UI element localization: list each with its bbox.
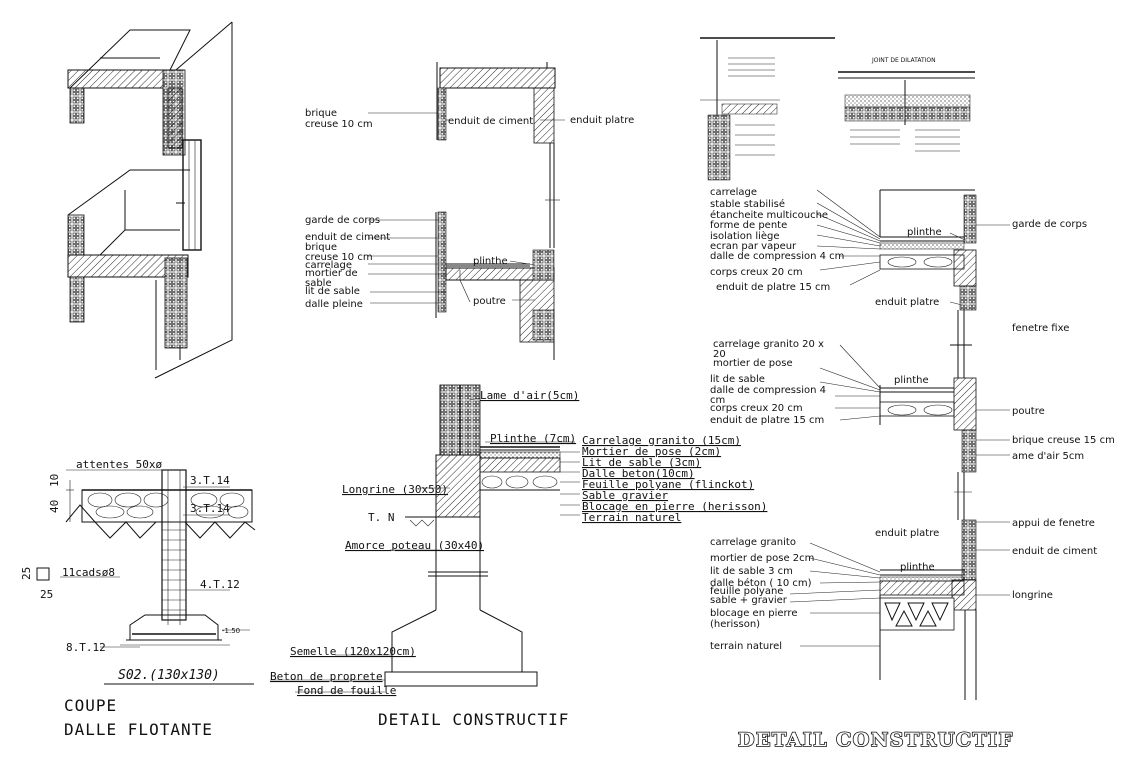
label-8t12: 8.T.12: [66, 641, 106, 654]
label-r-fenetre-fixe: fenetre fixe: [1012, 323, 1070, 334]
label-lit-sable-center: Lit de sable (3cm): [582, 456, 702, 469]
label-r-low-blocage: blocage en pierre (herisson): [710, 608, 798, 630]
label-poutre: poutre: [473, 296, 506, 307]
label-dim-25-b: 25: [40, 588, 54, 601]
label-r-isolation: isolation liège: [710, 231, 780, 242]
label-r-low-carrelage: carrelage granito: [710, 537, 796, 548]
label-r-low-terrain: terrain naturel: [710, 641, 783, 652]
label-dim-10: 10: [48, 473, 61, 487]
detail-right-section: [880, 190, 976, 700]
label-r-low-sable: sable + gravier: [710, 595, 787, 606]
label-carrelage: carrelage: [305, 260, 353, 271]
label-r-carrelage: carrelage: [710, 187, 758, 198]
label-r-enduit-platre-2: enduit de platre 15 cm: [710, 415, 825, 426]
title-detail-right: DETAIL CONSTRUCTIF: [738, 729, 1014, 751]
label-plinthe: plinthe: [473, 256, 508, 267]
label-4t12: 4.T.12: [200, 578, 240, 591]
label-level: -1.50: [222, 627, 241, 635]
label-r-carrelage-granito: carrelage granito 20 x 20: [713, 339, 824, 360]
label-r-enduit-platre-3: enduit platre: [875, 528, 940, 539]
label-enduit-ciment-2: enduit de ciment: [305, 232, 391, 243]
title-dalle-flotante: DALLE FLOTANTE: [64, 720, 213, 739]
label-joint: JOINT DE DILATATION: [872, 57, 936, 64]
label-r-ecran: ecran par vapeur: [710, 241, 797, 252]
label-r-stable: stable stabilisé: [710, 199, 786, 210]
foundation-section: [37, 470, 255, 647]
label-r-low-feuille: feuille polyane: [710, 586, 784, 597]
label-cadres: 11cadsø8: [62, 566, 115, 579]
label-r-enduit-platre-top: enduit platre: [875, 297, 940, 308]
label-r-garde-corps: garde de corps: [1012, 219, 1088, 230]
label-r-plinthe-2: plinthe: [894, 375, 929, 386]
label-r-corps-creux-2: corps creux 20 cm: [710, 403, 803, 414]
label-semelle: Semelle (120x120cm): [290, 645, 416, 658]
label-r-low-mortier: mortier de pose 2cm: [710, 553, 815, 564]
detail-right-labels: [710, 187, 1115, 751]
label-carrelage-center: Carrelage granito (15cm): [582, 434, 741, 447]
label-fond-fouille: Fond de fouille: [297, 684, 397, 697]
title-detail-center: DETAIL CONSTRUCTIF: [378, 710, 570, 729]
label-enduit-platre: enduit platre: [570, 115, 635, 126]
label-feuille-center: Feuille polyane (flinckot): [582, 478, 755, 491]
label-r-enduit-ciment: enduit de ciment: [1012, 546, 1098, 557]
label-lit-sable: lit de sable: [305, 286, 360, 297]
label-dalle-pleine: dalle pleine: [305, 299, 363, 310]
label-r-plinthe-3: plinthe: [900, 562, 935, 573]
label-brique-creuse-2: brique creuse 10 cm: [305, 242, 373, 263]
label-plinthe-center: Plinthe (7cm): [490, 432, 577, 445]
label-r-forme-pente: forme de pente: [710, 220, 788, 231]
label-3t14-b: 3.T.14: [190, 502, 230, 515]
label-r-enduit-platre: enduit de platre 15 cm: [716, 282, 831, 293]
label-attentes: attentes 50xø: [76, 458, 163, 471]
label-dalle-center: Dalle beton(10cm): [582, 467, 695, 480]
label-dim-40: 40: [48, 499, 61, 513]
label-r-plinthe-1: plinthe: [907, 227, 942, 238]
label-r-brique-creuse: brique creuse 15 cm: [1012, 435, 1115, 446]
label-r-dalle-compression-2: dalle de compression 4 cm: [710, 385, 826, 406]
label-r-poutre: poutre: [1012, 406, 1045, 417]
label-brique-creuse: brique creuse 10 cm: [305, 108, 373, 130]
label-beton-proprete: Beton de proprete: [270, 670, 383, 683]
label-r-mortier-pose: mortier de pose: [713, 358, 793, 369]
label-r-low-lit-sable: lit de sable 3 cm: [710, 566, 793, 577]
detail-right-thumbnails: [700, 38, 975, 180]
label-terrain-center: Terrain naturel: [582, 511, 682, 524]
title-coupe: COUPE: [64, 696, 118, 715]
label-garde-corps: garde de corps: [305, 215, 381, 226]
label-enduit-ciment: enduit de ciment: [448, 116, 534, 127]
label-r-appui-fenetre: appui de fenetre: [1012, 518, 1095, 529]
label-amorce: Amorce poteau (30x40): [345, 539, 485, 552]
label-3t14-a: 3.T.14: [190, 474, 230, 487]
label-mortier-center: Mortier de pose (2cm): [582, 445, 722, 458]
label-tn: T. N: [368, 511, 395, 524]
label-lame-air: Lame d'air(5cm): [480, 389, 580, 402]
label-mortier-sable: mortier de sable: [305, 268, 358, 289]
label-sable-center: Sable gravier: [582, 489, 669, 502]
label-r-corps-creux: corps creux 20 cm: [710, 267, 803, 278]
label-dim-25-a: 25: [20, 566, 33, 580]
label-r-ame-air: ame d'air 5cm: [1012, 451, 1085, 462]
label-r-low-dalle: dalle béton ( 10 cm): [710, 578, 812, 589]
isometric-section-view: [68, 22, 232, 378]
label-r-dalle-compression: dalle de compression 4 cm: [710, 251, 845, 262]
label-blocage-center: Blocage en pierre (herisson): [582, 500, 768, 513]
wall-section-upper: [368, 62, 565, 360]
label-semelle-ref: S02.(130x130): [118, 668, 220, 683]
label-r-lit-sable: lit de sable: [710, 374, 765, 385]
label-longrine-center: Longrine (30x50): [342, 483, 448, 496]
label-r-etancheite: étancheite multicouche: [710, 210, 829, 221]
label-r-longrine: longrine: [1012, 590, 1053, 601]
